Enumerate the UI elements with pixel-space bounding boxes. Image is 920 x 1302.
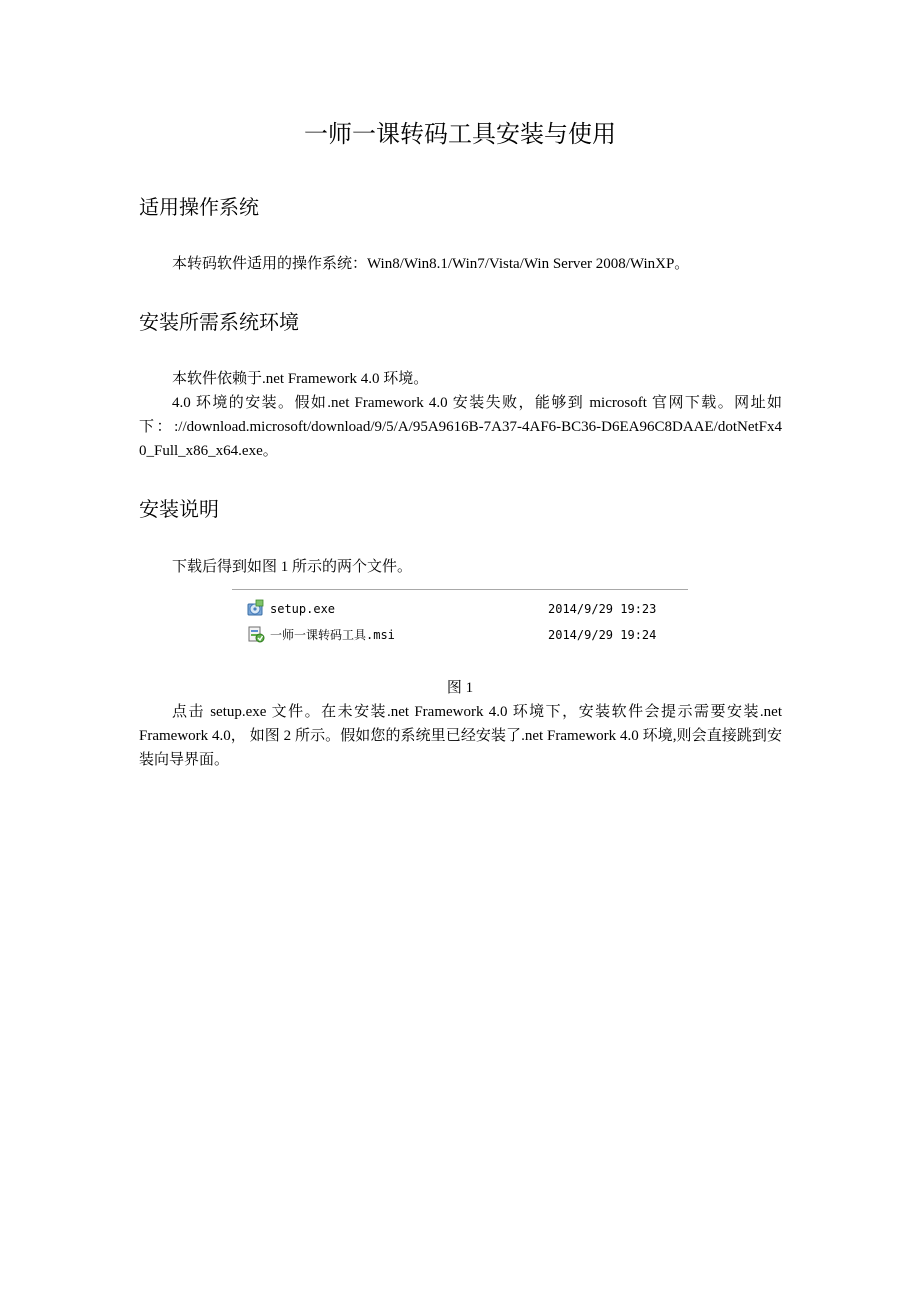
page-title: 一师一课转码工具安装与使用 bbox=[304, 122, 616, 148]
paragraph-setup-instructions: 点击 setup.exe 文件。在未安装.net Framework 4.0 环境下，安装软件会提示需要安装.net Framework 4.0， 如图 2 所示。假如您的系统里已经安装了.net Framework 4.0 环境,则会直接跳到安装向导界面。 bbox=[139, 704, 782, 768]
file-name: 一师一课转码工具.msi bbox=[270, 628, 395, 642]
file-row-msi[interactable] bbox=[232, 625, 688, 645]
section-heading-install: 安装说明 bbox=[139, 497, 219, 521]
file-date: 2014/9/29 19:23 bbox=[548, 602, 657, 616]
section-heading-environment: 安装所需系统环境 bbox=[139, 310, 299, 334]
figure-caption: 图 1 bbox=[446, 680, 474, 696]
setup-exe-icon bbox=[246, 599, 266, 617]
figure-1-file-list bbox=[232, 589, 688, 642]
msi-installer-icon bbox=[246, 625, 266, 643]
paragraph-files-intro: 下载后得到如图 1 所示的两个文件。 bbox=[172, 559, 413, 575]
paragraph-dotnet-dependency: 本软件依赖于.net Framework 4.0 环境。 bbox=[172, 371, 429, 387]
paragraph-os-support: 本转码软件适用的操作系统：Win8/Win8.1/Win7/Vista/Win Server 2008/WinXP。 bbox=[172, 256, 690, 272]
file-row-setup[interactable] bbox=[232, 599, 688, 619]
paragraph-dotnet-download: 4.0 环境的安装。假如.net Framework 4.0 安装失败，能够到 microsoft 官网下载。网址如下：://download.microsoft/download/9/5/A/95A9616B-7A37-4AF6-BC36-D6EA96C8DAAE/dotNetFx40_Full_x86_x64.exe。 bbox=[139, 395, 782, 459]
section-heading-os: 适用操作系统 bbox=[139, 195, 259, 219]
file-date: 2014/9/29 19:24 bbox=[548, 628, 657, 642]
file-name: setup.exe bbox=[270, 602, 336, 616]
